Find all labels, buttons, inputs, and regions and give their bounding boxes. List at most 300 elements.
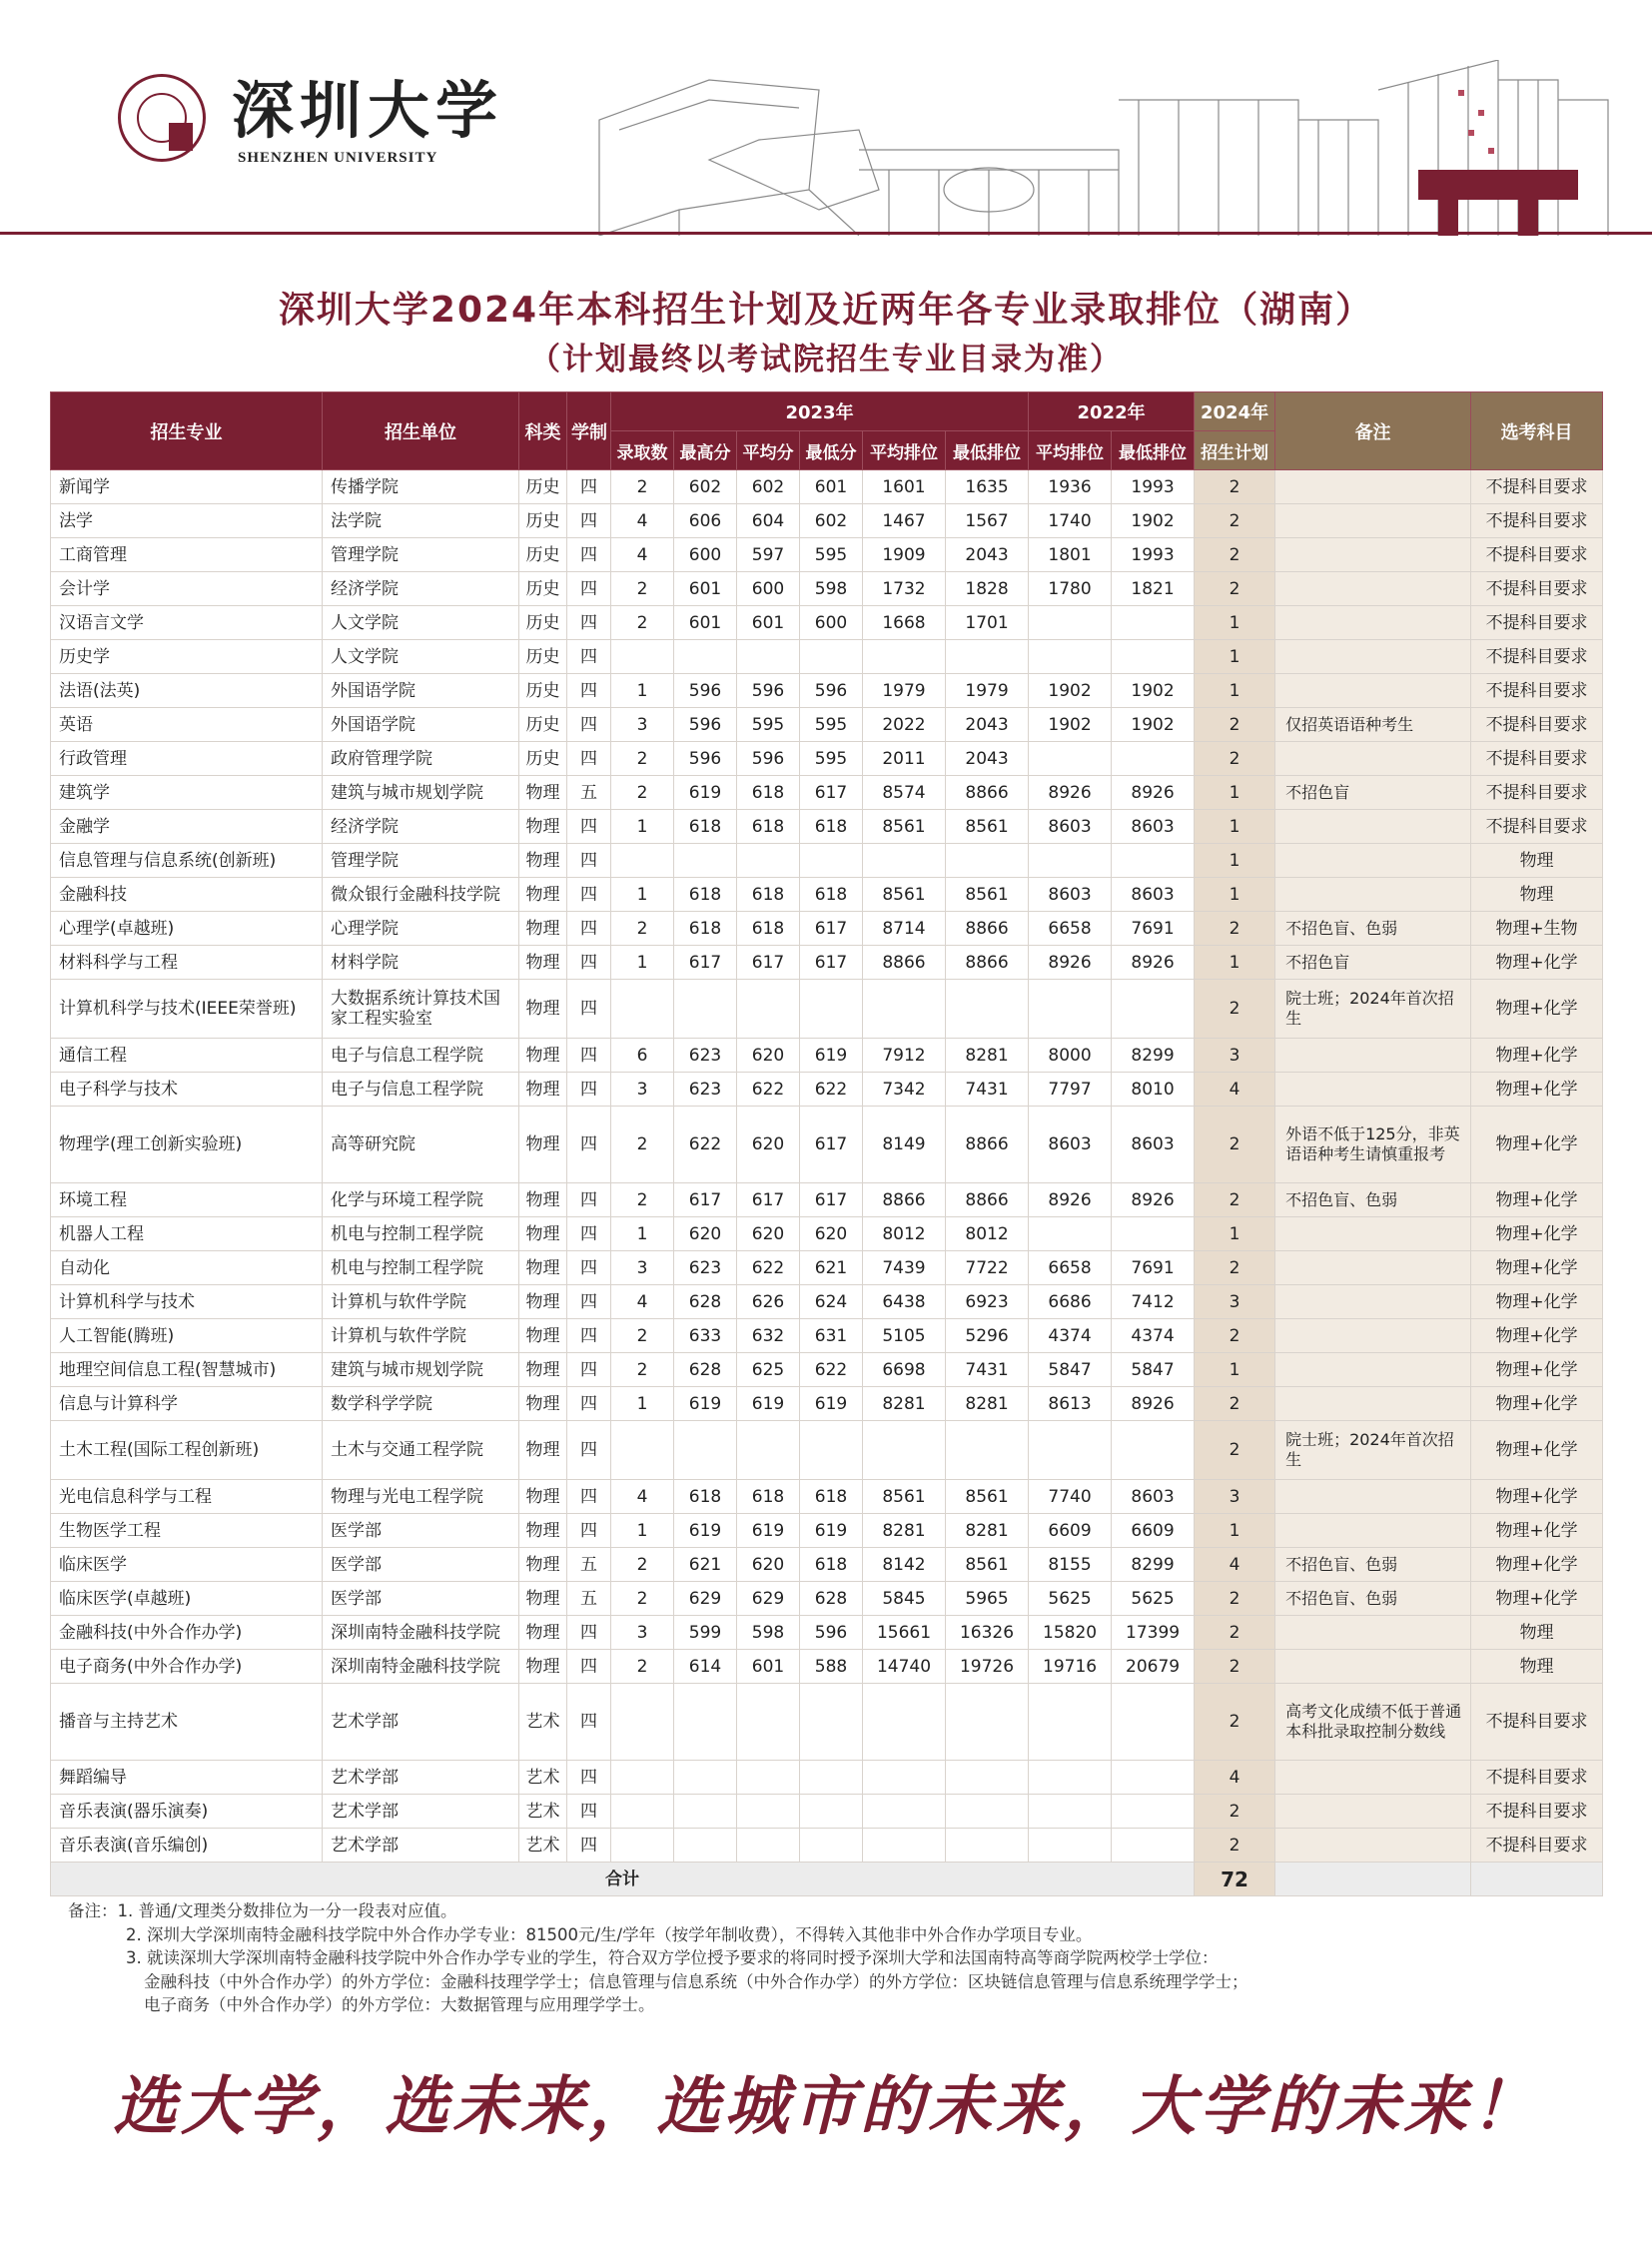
subjects-cell: 物理+化学	[1471, 1548, 1603, 1582]
header-min-rank: 最低排位	[946, 431, 1029, 470]
avg-score-cell: 617	[737, 1183, 800, 1217]
table-row	[51, 1217, 1603, 1251]
max-score-cell: 623	[674, 1073, 737, 1107]
avg-rank-2022-cell: 1902	[1029, 708, 1112, 742]
min-score-cell: 621	[800, 1251, 863, 1285]
min-score-cell: 624	[800, 1285, 863, 1319]
min-rank-2022-cell: 8010	[1112, 1073, 1195, 1107]
avg-score-cell: 602	[737, 470, 800, 504]
min-rank-cell: 8281	[946, 1514, 1029, 1548]
duration-cell: 五	[567, 1582, 611, 1616]
count-cell	[611, 844, 674, 878]
min-rank-2022-cell: 7691	[1112, 912, 1195, 946]
avg-rank-2022-cell: 1801	[1029, 538, 1112, 572]
min-rank-2022-cell: 7691	[1112, 1251, 1195, 1285]
campus-skyline-illustration	[559, 60, 1618, 236]
table-row	[51, 606, 1603, 640]
min-score-cell	[800, 980, 863, 1039]
avg-rank-cell: 8281	[863, 1387, 946, 1421]
major-cell: 金融科技	[51, 878, 323, 912]
min-rank-2022-cell	[1112, 980, 1195, 1039]
avg-rank-2022-cell: 8926	[1029, 946, 1112, 980]
plan-2024-cell: 3	[1195, 1480, 1275, 1514]
major-cell: 会计学	[51, 572, 323, 606]
note-cell	[1275, 1650, 1471, 1684]
count-cell: 1	[611, 1387, 674, 1421]
min-rank-cell: 2043	[946, 742, 1029, 776]
major-cell: 播音与主持艺术	[51, 1684, 323, 1761]
count-cell: 2	[611, 1107, 674, 1183]
avg-score-cell: 596	[737, 674, 800, 708]
avg-score-cell: 597	[737, 538, 800, 572]
table-row	[51, 1761, 1603, 1795]
note-cell	[1275, 504, 1471, 538]
count-cell: 2	[611, 470, 674, 504]
subjects-cell: 物理+化学	[1471, 1514, 1603, 1548]
avg-score-cell	[737, 1795, 800, 1829]
duration-cell: 五	[567, 1548, 611, 1582]
min-rank-cell: 1701	[946, 606, 1029, 640]
major-cell: 土木工程(国际工程创新班)	[51, 1421, 323, 1480]
unit-cell: 心理学院	[323, 912, 519, 946]
max-score-cell: 614	[674, 1650, 737, 1684]
subjects-cell: 物理+化学	[1471, 946, 1603, 980]
duration-cell: 四	[567, 1387, 611, 1421]
unit-cell: 政府管理学院	[323, 742, 519, 776]
major-cell: 材料科学与工程	[51, 946, 323, 980]
avg-rank-cell: 5845	[863, 1582, 946, 1616]
table-row	[51, 1421, 1603, 1480]
min-score-cell: 588	[800, 1650, 863, 1684]
note-cell	[1275, 1039, 1471, 1073]
unit-cell: 电子与信息工程学院	[323, 1039, 519, 1073]
min-rank-cell: 7722	[946, 1251, 1029, 1285]
min-rank-2022-cell: 8299	[1112, 1548, 1195, 1582]
major-cell: 历史学	[51, 640, 323, 674]
min-rank-2022-cell: 6609	[1112, 1514, 1195, 1548]
min-rank-cell: 1635	[946, 470, 1029, 504]
table-row	[51, 1684, 1603, 1761]
avg-rank-2022-cell	[1029, 1795, 1112, 1829]
header-avg: 平均分	[737, 431, 800, 470]
university-seal-logo	[118, 74, 206, 162]
subjects-cell: 不提科目要求	[1471, 640, 1603, 674]
duration-cell: 四	[567, 1039, 611, 1073]
duration-cell: 四	[567, 470, 611, 504]
plan-2024-cell: 2	[1195, 470, 1275, 504]
max-score-cell: 601	[674, 572, 737, 606]
category-cell: 历史	[519, 674, 567, 708]
avg-rank-cell	[863, 980, 946, 1039]
count-cell: 1	[611, 878, 674, 912]
major-cell: 音乐表演(音乐编创)	[51, 1829, 323, 1863]
note-cell: 仅招英语语种考生	[1275, 708, 1471, 742]
avg-rank-2022-cell: 8603	[1029, 810, 1112, 844]
note-cell	[1275, 1795, 1471, 1829]
table-row	[51, 1251, 1603, 1285]
unit-cell: 微众银行金融科技学院	[323, 878, 519, 912]
table-row	[51, 980, 1603, 1039]
avg-rank-cell: 7342	[863, 1073, 946, 1107]
min-rank-2022-cell: 1902	[1112, 504, 1195, 538]
slogan: 选大学，选未来，选城市的未来，大学的未来！	[113, 2069, 1539, 2144]
min-rank-2022-cell: 8926	[1112, 946, 1195, 980]
count-cell: 2	[611, 1548, 674, 1582]
count-cell: 1	[611, 946, 674, 980]
unit-cell: 化学与环境工程学院	[323, 1183, 519, 1217]
duration-cell: 四	[567, 1616, 611, 1650]
duration-cell: 四	[567, 980, 611, 1039]
min-score-cell	[800, 1761, 863, 1795]
avg-score-cell: 620	[737, 1548, 800, 1582]
category-cell: 物理	[519, 1650, 567, 1684]
duration-cell: 四	[567, 1650, 611, 1684]
avg-score-cell	[737, 844, 800, 878]
plan-2024-cell: 2	[1195, 980, 1275, 1039]
avg-rank-2022-cell: 7740	[1029, 1480, 1112, 1514]
header-max: 最高分	[674, 431, 737, 470]
avg-rank-2022-cell: 8155	[1029, 1548, 1112, 1582]
university-name-en: SHENZHEN UNIVERSITY	[238, 150, 438, 166]
min-rank-cell: 7431	[946, 1353, 1029, 1387]
note-cell	[1275, 1217, 1471, 1251]
major-cell: 通信工程	[51, 1039, 323, 1073]
plan-2024-cell: 4	[1195, 1761, 1275, 1795]
category-cell: 物理	[519, 1421, 567, 1480]
note-cell: 外语不低于125分，非英语语种考生请慎重报考	[1275, 1107, 1471, 1183]
count-cell: 3	[611, 1251, 674, 1285]
subjects-cell: 不提科目要求	[1471, 606, 1603, 640]
header-year-2023: 2023年	[611, 392, 1029, 431]
max-score-cell: 606	[674, 504, 737, 538]
avg-score-cell: 619	[737, 1514, 800, 1548]
max-score-cell: 618	[674, 1480, 737, 1514]
avg-score-cell: 622	[737, 1251, 800, 1285]
avg-score-cell: 620	[737, 1107, 800, 1183]
unit-cell: 法学院	[323, 504, 519, 538]
avg-rank-2022-cell: 8000	[1029, 1039, 1112, 1073]
min-score-cell: 596	[800, 1616, 863, 1650]
min-rank-2022-cell	[1112, 606, 1195, 640]
table-row	[51, 1039, 1603, 1073]
avg-score-cell	[737, 980, 800, 1039]
category-cell: 物理	[519, 878, 567, 912]
table-row	[51, 1795, 1603, 1829]
subjects-cell: 不提科目要求	[1471, 470, 1603, 504]
category-cell: 历史	[519, 504, 567, 538]
table-row	[51, 742, 1603, 776]
category-cell: 历史	[519, 538, 567, 572]
avg-score-cell: 598	[737, 1616, 800, 1650]
total-label: 合计	[51, 1863, 1195, 1896]
avg-rank-2022-cell	[1029, 1421, 1112, 1480]
min-rank-cell	[946, 1761, 1029, 1795]
note-cell: 不招色盲	[1275, 946, 1471, 980]
max-score-cell: 619	[674, 776, 737, 810]
plan-2024-cell: 1	[1195, 946, 1275, 980]
avg-rank-cell	[863, 640, 946, 674]
avg-rank-2022-cell: 7797	[1029, 1073, 1112, 1107]
major-cell: 法学	[51, 504, 323, 538]
plan-2024-cell: 4	[1195, 1548, 1275, 1582]
duration-cell: 四	[567, 844, 611, 878]
header-plan: 招生计划	[1195, 431, 1275, 470]
note-cell	[1275, 470, 1471, 504]
category-cell: 物理	[519, 1073, 567, 1107]
avg-rank-cell: 8866	[863, 946, 946, 980]
avg-rank-cell: 8561	[863, 878, 946, 912]
subjects-cell: 不提科目要求	[1471, 572, 1603, 606]
unit-cell: 管理学院	[323, 844, 519, 878]
plan-2024-cell: 2	[1195, 1421, 1275, 1480]
max-score-cell	[674, 980, 737, 1039]
count-cell: 4	[611, 1285, 674, 1319]
avg-rank-cell: 7439	[863, 1251, 946, 1285]
min-rank-cell: 8866	[946, 912, 1029, 946]
count-cell	[611, 1421, 674, 1480]
major-cell: 金融科技(中外合作办学)	[51, 1616, 323, 1650]
note-cell	[1275, 1616, 1471, 1650]
major-cell: 自动化	[51, 1251, 323, 1285]
table-row	[51, 912, 1603, 946]
note-cell: 院士班；2024年首次招生	[1275, 1421, 1471, 1480]
avg-score-cell	[737, 640, 800, 674]
plan-2024-cell: 2	[1195, 1107, 1275, 1183]
count-cell: 2	[611, 1650, 674, 1684]
max-score-cell	[674, 640, 737, 674]
table-row	[51, 538, 1603, 572]
max-score-cell: 629	[674, 1582, 737, 1616]
major-cell: 物理学(理工创新实验班)	[51, 1107, 323, 1183]
avg-score-cell: 620	[737, 1039, 800, 1073]
min-rank-2022-cell: 1902	[1112, 674, 1195, 708]
plan-2024-cell: 1	[1195, 640, 1275, 674]
max-score-cell	[674, 844, 737, 878]
avg-score-cell: 626	[737, 1285, 800, 1319]
category-cell: 物理	[519, 776, 567, 810]
category-cell: 物理	[519, 1285, 567, 1319]
count-cell	[611, 1761, 674, 1795]
avg-rank-cell: 8866	[863, 1183, 946, 1217]
category-cell: 物理	[519, 1217, 567, 1251]
avg-rank-cell: 8561	[863, 810, 946, 844]
header-avg-rank-2022: 平均排位	[1029, 431, 1112, 470]
major-cell: 生物医学工程	[51, 1514, 323, 1548]
category-cell: 物理	[519, 1548, 567, 1582]
min-rank-2022-cell: 8603	[1112, 810, 1195, 844]
category-cell: 历史	[519, 640, 567, 674]
unit-cell: 材料学院	[323, 946, 519, 980]
header-major: 招生专业	[51, 392, 323, 470]
min-score-cell	[800, 1829, 863, 1863]
subjects-cell: 不提科目要求	[1471, 810, 1603, 844]
min-rank-2022-cell: 5625	[1112, 1582, 1195, 1616]
plan-2024-cell: 2	[1195, 1650, 1275, 1684]
footnote-2: 2. 深圳大学深圳南特金融科技学院中外合作办学专业：81500元/生/学年（按学年制收费），不得转入其他非中外合作办学项目专业。	[126, 1924, 1093, 1944]
major-cell: 金融学	[51, 810, 323, 844]
min-rank-cell	[946, 1795, 1029, 1829]
table-row	[51, 708, 1603, 742]
min-rank-2022-cell	[1112, 742, 1195, 776]
avg-score-cell: 618	[737, 810, 800, 844]
duration-cell: 四	[567, 742, 611, 776]
plan-2024-cell: 1	[1195, 878, 1275, 912]
count-cell: 1	[611, 1514, 674, 1548]
note-cell	[1275, 1353, 1471, 1387]
major-cell: 法语(法英)	[51, 674, 323, 708]
note-cell	[1275, 1073, 1471, 1107]
duration-cell: 四	[567, 1353, 611, 1387]
count-cell	[611, 1684, 674, 1761]
count-cell: 2	[611, 912, 674, 946]
plan-2024-cell: 1	[1195, 606, 1275, 640]
min-rank-2022-cell	[1112, 1684, 1195, 1761]
plan-2024-cell: 1	[1195, 674, 1275, 708]
max-score-cell: 628	[674, 1285, 737, 1319]
note-cell: 不招色盲、色弱	[1275, 1548, 1471, 1582]
unit-cell: 机电与控制工程学院	[323, 1251, 519, 1285]
min-score-cell	[800, 640, 863, 674]
avg-score-cell: 601	[737, 606, 800, 640]
max-score-cell: 619	[674, 1387, 737, 1421]
note-cell	[1275, 1761, 1471, 1795]
note-cell	[1275, 1319, 1471, 1353]
avg-rank-2022-cell: 4374	[1029, 1319, 1112, 1353]
min-rank-2022-cell: 8299	[1112, 1039, 1195, 1073]
table-row	[51, 844, 1603, 878]
avg-rank-cell: 8561	[863, 1480, 946, 1514]
count-cell: 4	[611, 538, 674, 572]
subjects-cell: 物理+化学	[1471, 1319, 1603, 1353]
min-rank-cell: 1567	[946, 504, 1029, 538]
major-cell: 计算机科学与技术	[51, 1285, 323, 1319]
avg-rank-2022-cell: 15820	[1029, 1616, 1112, 1650]
unit-cell: 外国语学院	[323, 674, 519, 708]
min-score-cell: 600	[800, 606, 863, 640]
subjects-cell: 物理+化学	[1471, 1251, 1603, 1285]
min-rank-2022-cell: 1993	[1112, 470, 1195, 504]
table-row	[51, 1073, 1603, 1107]
total-subj-empty	[1471, 1863, 1603, 1896]
duration-cell: 四	[567, 912, 611, 946]
unit-cell: 机电与控制工程学院	[323, 1217, 519, 1251]
category-cell: 艺术	[519, 1829, 567, 1863]
table-row	[51, 640, 1603, 674]
table-row	[51, 504, 1603, 538]
min-rank-cell: 8866	[946, 1183, 1029, 1217]
min-score-cell: 617	[800, 776, 863, 810]
avg-rank-cell: 8574	[863, 776, 946, 810]
min-rank-cell: 8866	[946, 1107, 1029, 1183]
max-score-cell: 621	[674, 1548, 737, 1582]
duration-cell: 四	[567, 1073, 611, 1107]
major-cell: 工商管理	[51, 538, 323, 572]
min-rank-cell: 16326	[946, 1616, 1029, 1650]
unit-cell: 艺术学部	[323, 1761, 519, 1795]
min-score-cell: 631	[800, 1319, 863, 1353]
subjects-cell: 不提科目要求	[1471, 1761, 1603, 1795]
subjects-cell: 物理+生物	[1471, 912, 1603, 946]
min-score-cell: 622	[800, 1073, 863, 1107]
count-cell	[611, 1829, 674, 1863]
category-cell: 物理	[519, 1514, 567, 1548]
min-rank-cell: 8561	[946, 1548, 1029, 1582]
category-cell: 历史	[519, 606, 567, 640]
min-rank-2022-cell	[1112, 1829, 1195, 1863]
subjects-cell: 不提科目要求	[1471, 674, 1603, 708]
avg-rank-2022-cell	[1029, 742, 1112, 776]
header-category: 科类	[519, 392, 567, 470]
min-rank-2022-cell: 8926	[1112, 1387, 1195, 1421]
subjects-cell: 物理+化学	[1471, 1217, 1603, 1251]
subjects-cell: 不提科目要求	[1471, 1684, 1603, 1761]
duration-cell: 四	[567, 1319, 611, 1353]
count-cell: 2	[611, 606, 674, 640]
avg-rank-2022-cell	[1029, 1217, 1112, 1251]
unit-cell: 医学部	[323, 1582, 519, 1616]
duration-cell: 四	[567, 1251, 611, 1285]
note-cell	[1275, 674, 1471, 708]
table-row	[51, 1480, 1603, 1514]
subjects-cell: 物理+化学	[1471, 1421, 1603, 1480]
min-score-cell: 595	[800, 538, 863, 572]
min-score-cell	[800, 844, 863, 878]
avg-rank-cell: 5105	[863, 1319, 946, 1353]
plan-2024-cell: 3	[1195, 1039, 1275, 1073]
table-row	[51, 470, 1603, 504]
min-score-cell	[800, 1421, 863, 1480]
min-score-cell: 596	[800, 674, 863, 708]
plan-2024-cell: 2	[1195, 572, 1275, 606]
major-cell: 汉语言文学	[51, 606, 323, 640]
min-score-cell: 595	[800, 708, 863, 742]
min-rank-cell: 8866	[946, 776, 1029, 810]
plan-2024-cell: 4	[1195, 1073, 1275, 1107]
duration-cell: 四	[567, 1514, 611, 1548]
avg-rank-cell: 8714	[863, 912, 946, 946]
avg-rank-2022-cell: 8603	[1029, 1107, 1112, 1183]
avg-rank-cell: 1601	[863, 470, 946, 504]
unit-cell: 数学科学学院	[323, 1387, 519, 1421]
header-divider	[0, 232, 1652, 235]
avg-rank-cell: 14740	[863, 1650, 946, 1684]
subjects-cell: 物理	[1471, 1650, 1603, 1684]
max-score-cell	[674, 1829, 737, 1863]
min-rank-2022-cell: 8926	[1112, 1183, 1195, 1217]
min-score-cell: 622	[800, 1353, 863, 1387]
table-row	[51, 1650, 1603, 1684]
unit-cell: 建筑与城市规划学院	[323, 1353, 519, 1387]
header-year-2022: 2022年	[1029, 392, 1195, 431]
category-cell: 物理	[519, 1251, 567, 1285]
min-rank-cell: 7431	[946, 1073, 1029, 1107]
major-cell: 建筑学	[51, 776, 323, 810]
max-score-cell	[674, 1421, 737, 1480]
duration-cell: 四	[567, 606, 611, 640]
duration-cell: 四	[567, 572, 611, 606]
max-score-cell	[674, 1761, 737, 1795]
category-cell: 物理	[519, 912, 567, 946]
min-score-cell: 602	[800, 504, 863, 538]
plan-2024-cell: 2	[1195, 1684, 1275, 1761]
min-rank-cell	[946, 980, 1029, 1039]
avg-rank-cell: 7912	[863, 1039, 946, 1073]
note-cell	[1275, 572, 1471, 606]
plan-2024-cell: 1	[1195, 1353, 1275, 1387]
unit-cell: 艺术学部	[323, 1795, 519, 1829]
max-score-cell: 600	[674, 538, 737, 572]
min-rank-cell: 19726	[946, 1650, 1029, 1684]
